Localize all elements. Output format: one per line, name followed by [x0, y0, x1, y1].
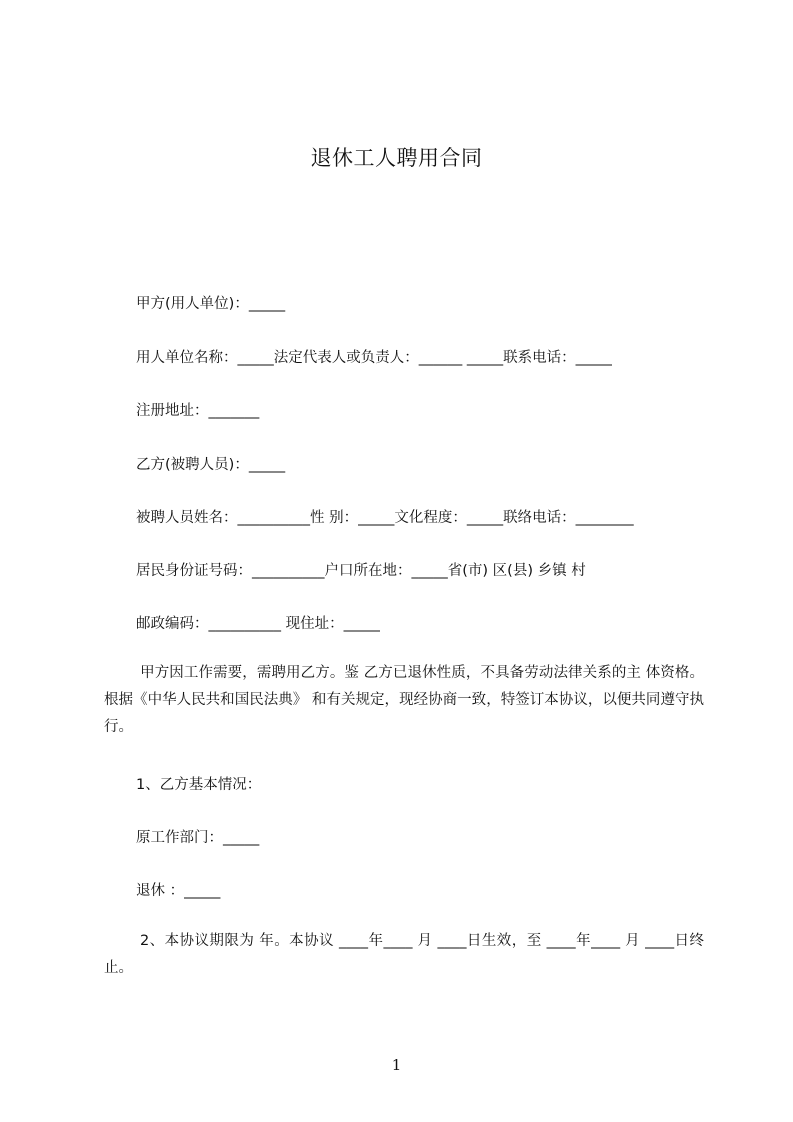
employee-info-line: 被聘人员姓名：__________性 别：_____文化程度：_____联络电话：________ — [136, 510, 634, 526]
party-a-line: 甲方(用人单位)：_____ — [136, 296, 286, 312]
term-paragraph — [104, 928, 704, 982]
original-department-line: 原工作部门：_____ — [136, 830, 260, 846]
party-b-line: 乙方(被聘人员)：_____ — [136, 457, 286, 473]
employer-info-line: 用人单位名称：_____法定代表人或负责人：______ _____联系电话：_____ — [136, 350, 612, 366]
term-text: 2、本协议期限为 年。本协议 ____年____ 月 ____日生效，至 ____年____ 月 ____日终止。 — [104, 933, 704, 976]
registered-address-line: 注册地址：_______ — [136, 403, 260, 419]
preamble-text: 甲方因工作需要，需聘用乙方。鉴 乙方已退休性质，不具备劳动法律关系的主 体资格。根据《中华人民共和国民法典》 和有关规定，现经协商一致，特签订本协议，以便共同遵守执行。 — [104, 665, 704, 735]
postal-address-line: 邮政编码：__________ 现住址：_____ — [136, 616, 380, 632]
page-number: 1 — [391, 1056, 402, 1074]
section1-heading: 1、乙方基本情况： — [136, 777, 262, 793]
document-title: 退休工人聘用合同 — [310, 146, 483, 170]
preamble-paragraph — [104, 660, 704, 741]
id-household-line: 居民身份证号码：__________户口所在地：_____省(市) 区(县) 乡镇 村 — [136, 563, 586, 579]
retirement-line: 退休 ：_____ — [136, 883, 221, 899]
